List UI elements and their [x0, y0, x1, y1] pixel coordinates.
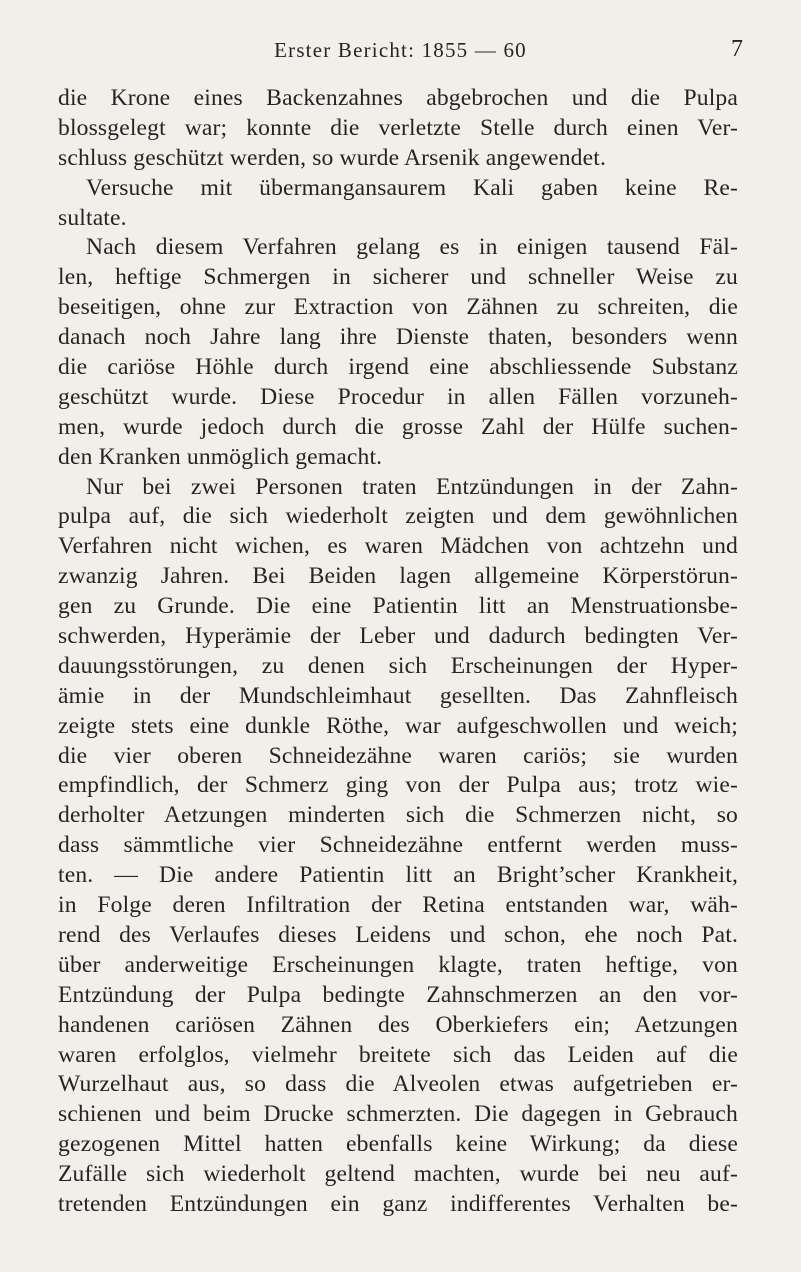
- text-line: geschützt wurde. Diese Procedur in allen Fällen vorzuneh-: [58, 383, 738, 410]
- page-number: 7: [731, 36, 743, 62]
- text-line: dauungsstörungen, zu denen sich Erscheinungen der Hyper-: [58, 652, 738, 679]
- text-line: die Krone eines Backenzahnes abgebrochen und die Pulpa: [58, 85, 738, 111]
- text-line: empfindlich, der Schmerz ging von der Pulpa aus; trotz wie-: [58, 772, 738, 799]
- text-line: in Folge deren Infiltration der Retina entstanden war, wäh-: [58, 892, 738, 919]
- text-line: handenen cariösen Zähnen des Oberkiefers ein; Aetzungen: [58, 1011, 738, 1038]
- text-line: pulpa auf, die sich wiederholt zeigten und dem gewöhnlichen: [58, 503, 738, 530]
- text-line: die cariöse Höhle durch irgend eine abschliessende Substanz: [58, 354, 738, 381]
- text-line: tretenden Entzündungen ein ganz indifferentes Verhalten be-: [58, 1190, 738, 1217]
- text-line: dass sämmtliche vier Schneidezähne entfernt werden muss-: [58, 832, 738, 859]
- text-line: die vier oberen Schneidezähne waren cariös; sie wurden: [58, 742, 738, 769]
- text-line: schluss geschützt werden, so wurde Arsenik angewendet.: [58, 144, 606, 171]
- running-head: [0, 36, 801, 66]
- text-line: Nach diesem Verfahren gelang es in einigen tausend Fäl-: [86, 234, 738, 261]
- text-line: den Kranken unmöglich gemacht.: [58, 443, 383, 470]
- running-title: Erster Bericht: 1855 — 60: [274, 38, 527, 62]
- text-line: len, heftige Schmergen in sicherer und schneller Weise zu: [58, 264, 738, 291]
- text-line: danach noch Jahre lang ihre Dienste thaten, besonders wenn: [58, 324, 738, 351]
- text-line: men, wurde jedoch durch die grosse Zahl der Hülfe suchen-: [58, 413, 738, 440]
- text-line: Zufälle sich wiederholt geltend machten, wurde bei neu auf-: [58, 1161, 738, 1188]
- text-line: zeigte stets eine dunkle Röthe, war aufgeschwollen und weich;: [58, 712, 738, 739]
- text-line: Nur bei zwei Personen traten Entzündungen in der Zahn-: [86, 473, 738, 500]
- text-line: beseitigen, ohne zur Extraction von Zähnen zu schreiten, die: [58, 294, 738, 321]
- text-line: waren erfolglos, vielmehr breitete sich das Leiden auf die: [58, 1041, 738, 1068]
- text-line: Verfahren nicht wichen, es waren Mädchen von achtzehn und: [58, 533, 738, 560]
- body-text: [58, 84, 738, 1220]
- text-line: zwanzig Jahren. Bei Beiden lagen allgemeine Körperstörun-: [58, 563, 738, 590]
- text-line: gen zu Grunde. Die eine Patientin litt an Menstruationsbe-: [58, 593, 738, 620]
- text-line: ämie in der Mundschleimhaut gesellten. Das Zahnfleisch: [58, 682, 738, 709]
- text-line: schwerden, Hyperämie der Leber und dadurch bedingten Ver-: [58, 623, 738, 650]
- text-line: blossgelegt war; konnte die verletzte Stelle durch einen Ver-: [58, 114, 738, 141]
- text-line: derholter Aetzungen minderten sich die Schmerzen nicht, so: [58, 802, 738, 829]
- text-line: sultate.: [58, 204, 127, 231]
- text-line: ten. — Die andere Patientin litt an Bright’scher Krankheit,: [58, 862, 738, 889]
- text-line: Wurzelhaut aus, so dass die Alveolen etwas aufgetrieben er-: [58, 1071, 738, 1098]
- text-line: über anderweitige Erscheinungen klagte, traten heftige, von: [58, 951, 738, 978]
- text-line: gezogenen Mittel hatten ebenfalls keine Wirkung; da diese: [58, 1131, 738, 1158]
- text-line: rend des Verlaufes dieses Leidens und schon, ehe noch Pat.: [58, 921, 738, 948]
- text-line: schienen und beim Drucke schmerzten. Die dagegen in Gebrauch: [58, 1101, 738, 1128]
- text-line: Entzündung der Pulpa bedingte Zahnschmerzen an den vor-: [58, 981, 738, 1008]
- text-line: Versuche mit übermangansaurem Kali gaben keine Re-: [86, 174, 738, 201]
